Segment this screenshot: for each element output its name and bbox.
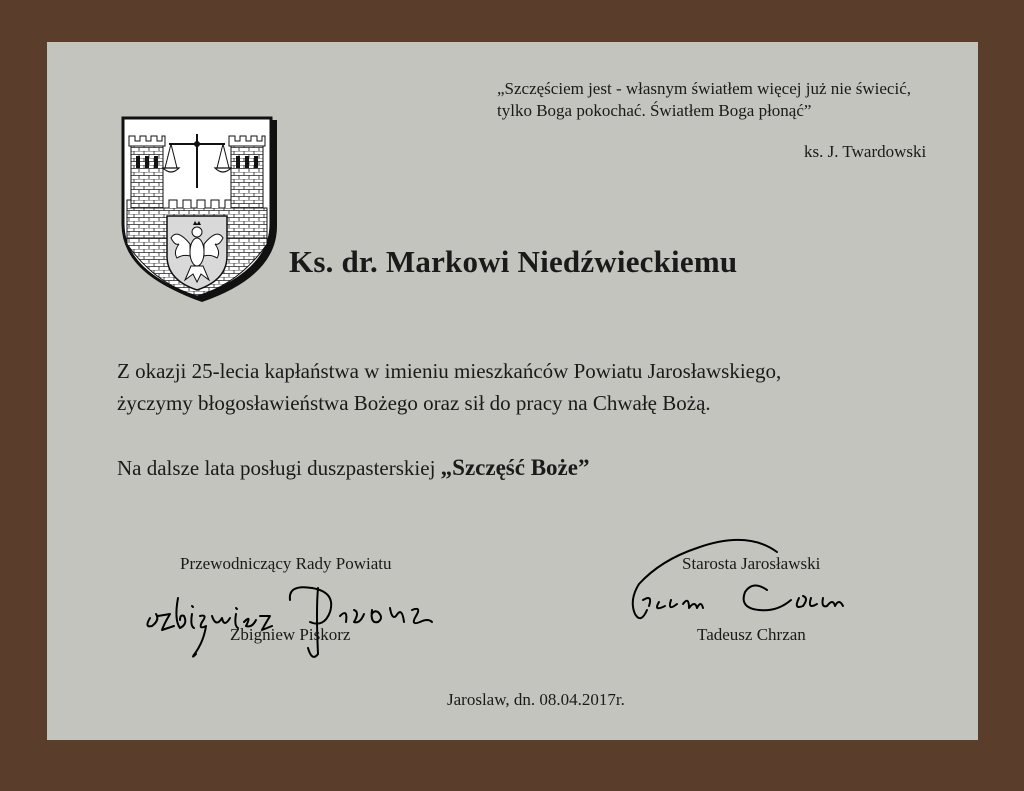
coat-of-arms-icon	[119, 116, 281, 306]
place-date: Jaroslaw, dn. 08.04.2017r.	[447, 690, 625, 709]
signature-2-image	[627, 530, 857, 630]
recipient-title: Ks. dr. Markowi Niedźwieckiemu	[289, 244, 738, 279]
dedication-line-2: życzymy błogosławieństwa Bożego oraz sił do pracy na Chwałę Bożą.	[117, 391, 711, 415]
quote-author: ks. J. Twardowski	[804, 142, 927, 161]
signatory-1-name: Zbigniew Piskorz	[230, 625, 351, 644]
quote	[497, 78, 967, 122]
wish-prefix: Na dalsze lata posługi duszpasterskiej	[117, 456, 436, 480]
dedication-line-1: Z okazji 25-lecia kapłaństwa w imieniu mieszkańców Powiatu Jarosławskiego,	[117, 359, 782, 383]
signatory-2-name: Tadeusz Chrzan	[697, 625, 806, 644]
quote-line-2: tylko Boga pokochać. Światłem Boga płonąć”	[497, 101, 812, 120]
signatory-1-role: Przewodniczący Rady Powiatu	[180, 554, 392, 573]
signatory-2-role: Starosta Jarosławski	[682, 554, 821, 573]
wish-emphasis: „Szczęść Boże”	[440, 455, 590, 480]
plaque	[47, 42, 978, 740]
quote-line-1: „Szczęściem jest - własnym światłem więcej już nie świecić,	[497, 79, 911, 98]
signature-1-image	[140, 570, 460, 660]
wish-text	[117, 455, 589, 481]
dedication-text	[117, 355, 957, 419]
